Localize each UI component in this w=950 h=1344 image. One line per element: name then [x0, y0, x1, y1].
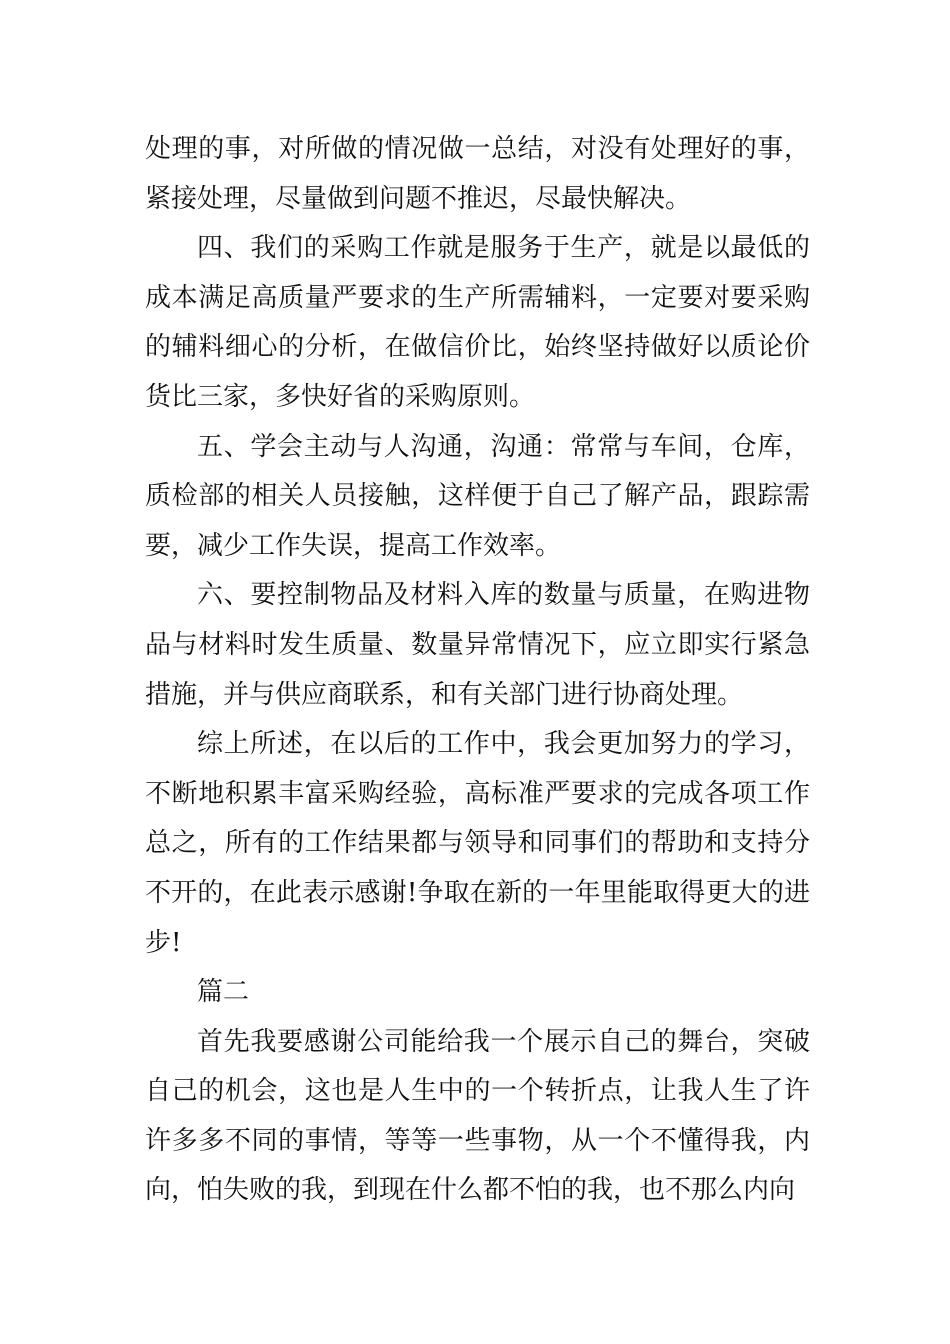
paragraph-item-four: 四、我们的采购工作就是服务于生产，就是以最低的成本满足高质量严要求的生产所需辅料，一定要对要采购的辅料细心的分析，在做信价比，始终坚持做好以质论价货比三家，多快好省的采购原则。	[145, 233, 810, 412]
paragraph-item-five: 五、学会主动与人沟通，沟通：常常与车间，仓库，质检部的相关人员接触，这样便于自己了解产品，跟踪需要，减少工作失误，提高工作效率。	[145, 431, 810, 561]
section-heading: 篇二	[197, 977, 250, 1008]
paragraph-item-six: 六、要控制物品及材料入库的数量与质量，在购进物品与材料时发生质量、数量异常情况下，应立即实行紧急措施，并与供应商联系，和有关部门进行协商处理。	[145, 580, 810, 710]
document-page	[145, 125, 810, 1216]
paragraph-summary: 综上所述，在以后的工作中，我会更加努力的学习，不断地积累丰富采购经验，高标准严要求的完成各项工作总之，所有的工作结果都与领导和同事们的帮助和支持分不开的，在此表示感谢!争取在新的一年里能取得更大的进步!	[145, 729, 810, 958]
paragraph-section-two-intro: 首先我要感谢公司能给我一个展示自己的舞台，突破自己的机会，这也是人生中的一个转折点，让我人生了许许多多不同的事情，等等一些事物，从一个不懂得我，内向，怕失败的我，到现在什么都不怕的我，也不那么内向	[145, 1026, 810, 1206]
paragraph-continuation: 处理的事，对所做的情况做一总结，对没有处理好的事，紧接处理，尽量做到问题不推迟，尽最快解决。	[145, 134, 810, 214]
